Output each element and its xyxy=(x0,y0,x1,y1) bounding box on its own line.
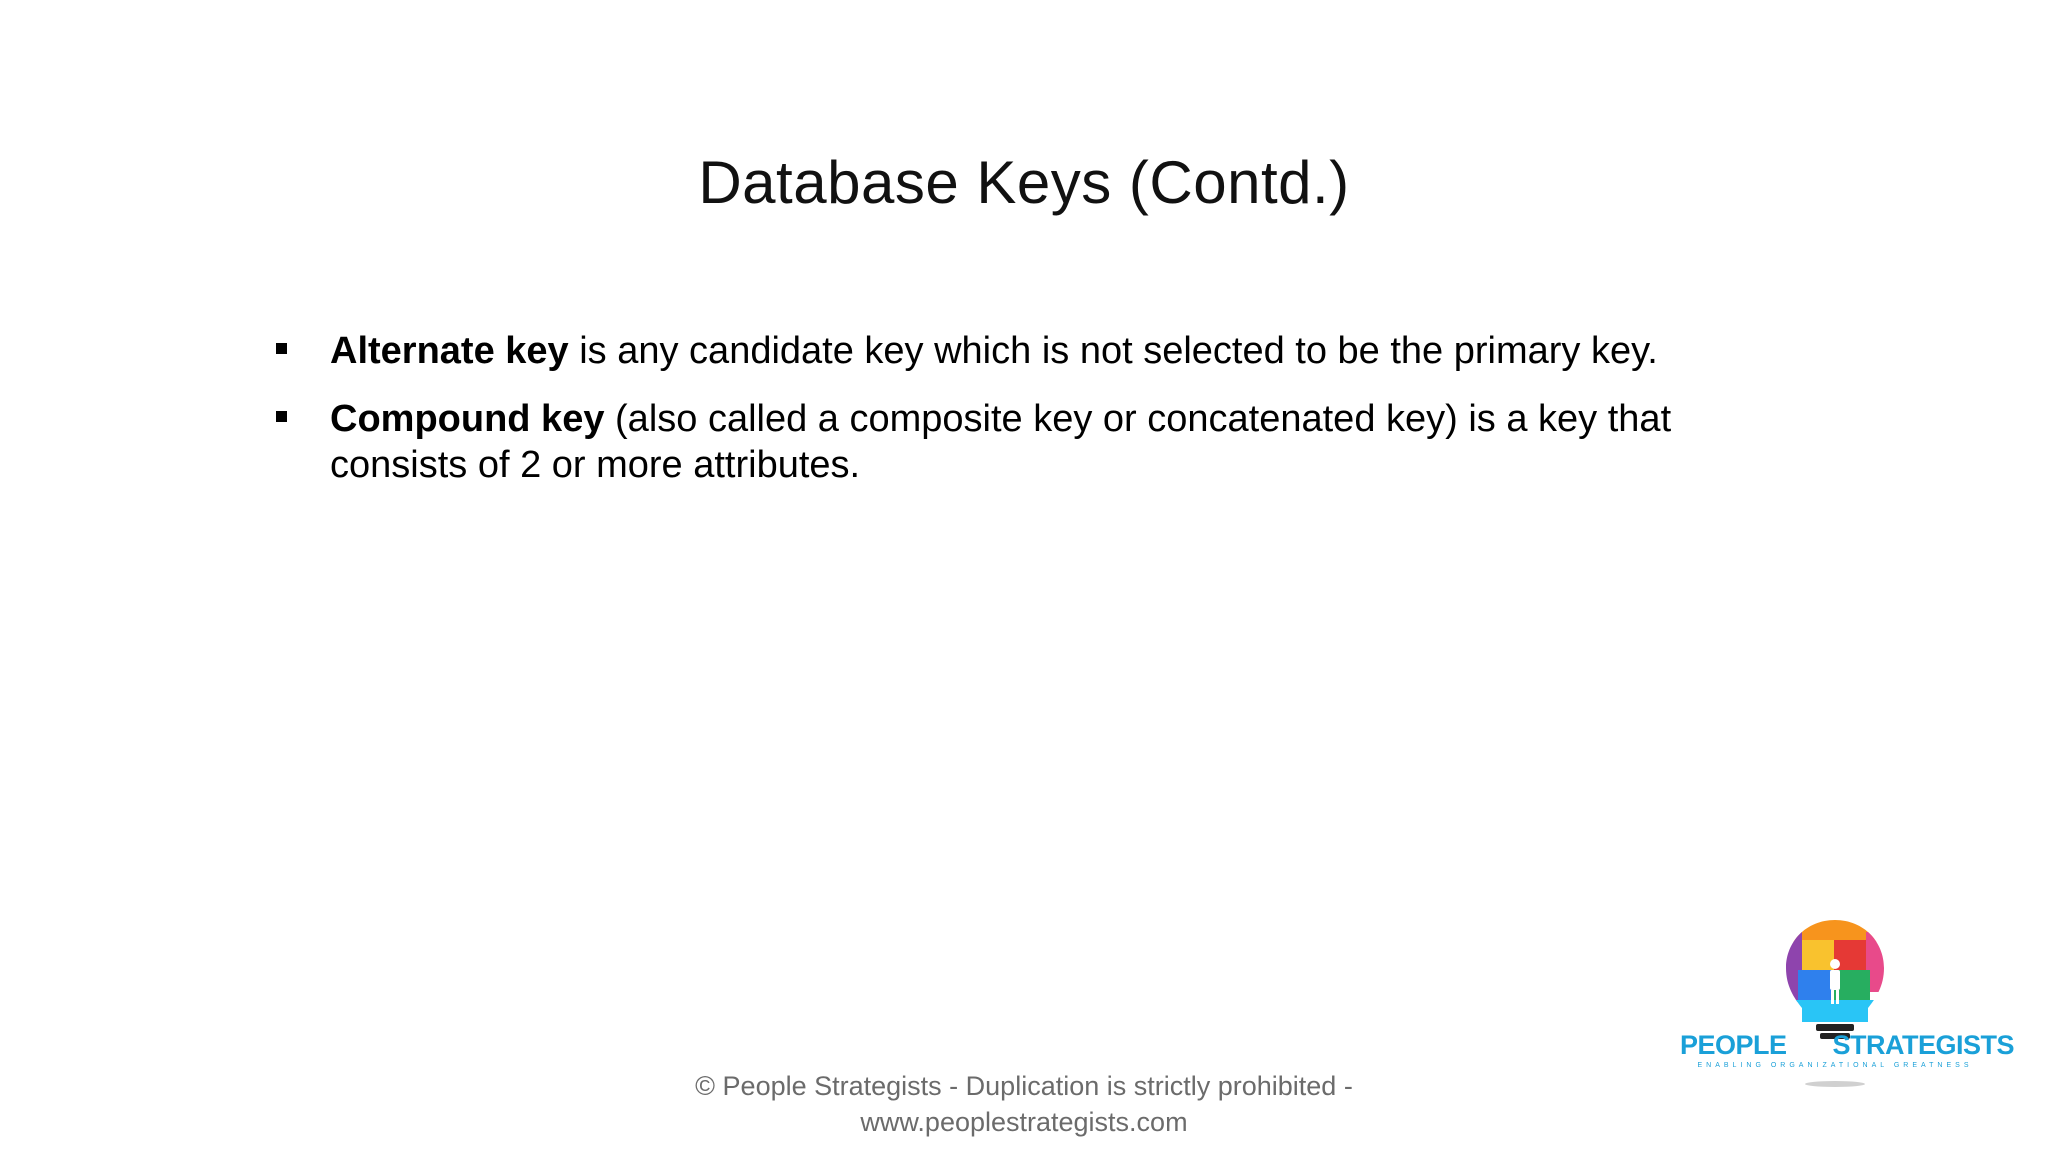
puzzle-piece-blue xyxy=(1798,970,1834,1000)
square-bullet-icon xyxy=(276,343,287,354)
bullet-term: Alternate key xyxy=(330,330,569,372)
bullet-item-alternate-key xyxy=(272,328,1722,374)
bullet-item-compound-key xyxy=(272,396,1722,488)
bullet-text: (also called a composite key or concatenated key) is a key that consists of 2 or more attributes. xyxy=(330,398,1672,486)
logo-word-strategists: STRATEGISTS xyxy=(1832,1030,2015,1060)
slide-title: Database Keys (Contd.) xyxy=(698,149,1350,216)
bullet-list xyxy=(272,328,1722,510)
puzzle-piece-orange xyxy=(1780,912,1890,942)
logo-word-people: PEOPLE xyxy=(1680,1030,1787,1060)
people-strategists-logo xyxy=(1680,912,2015,1092)
square-bullet-icon xyxy=(276,411,287,422)
logo-wordmark xyxy=(1680,1030,2015,1061)
bullet-text: is any candidate key which is not selected to be the primary key. xyxy=(568,330,1658,372)
bullet-term: Compound key xyxy=(330,398,605,440)
bulb-shadow xyxy=(1805,1081,1865,1087)
footer-copyright-line: © People Strategists - Duplication is strictly prohibited - xyxy=(695,1071,1353,1101)
puzzle-piece-yellow xyxy=(1802,940,1834,970)
footer-website-line: www.peoplestrategists.com xyxy=(860,1107,1188,1137)
logo-tagline: ENABLING ORGANIZATIONAL GREATNESS xyxy=(1697,1062,1973,1069)
